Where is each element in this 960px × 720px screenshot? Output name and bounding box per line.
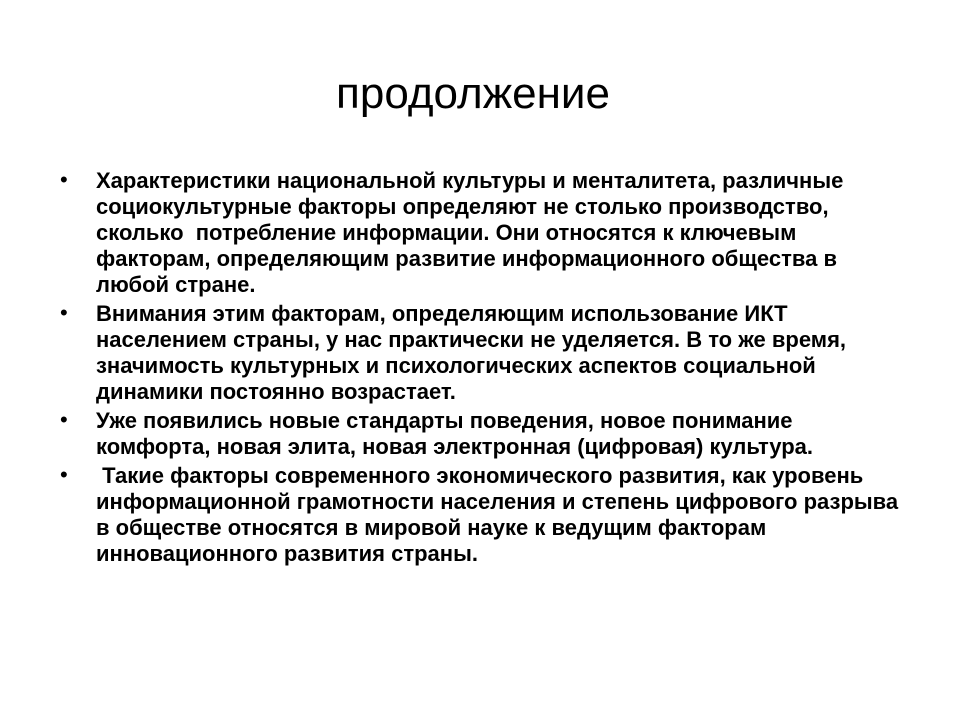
bullet-text: Характеристики национальной культуры и менталитета, различные социокультурные факторы определяют не столько производство, сколько потребление информации. Они относятся к ключевым факторам, определяющим развитие информационного общества в любой стране. — [96, 168, 850, 297]
bullet-icon: • — [60, 167, 68, 192]
bullet-item — [60, 301, 900, 405]
bullet-text: Уже появились новые стандарты поведения, новое понимание комфорта, новая элита, новая электронная (цифровая) культура. — [96, 408, 814, 459]
bullet-text: Такие факторы современного экономического развития, как уровень информационной грамотности населения и степень цифрового разрыва в обществе относятся в мировой науке к ведущим факторам инновационного развития страны. — [96, 463, 905, 566]
bullet-item — [60, 168, 900, 298]
bullet-icon: • — [60, 407, 68, 432]
bullet-icon: • — [60, 462, 68, 487]
bullet-list — [60, 167, 905, 570]
bullet-item — [60, 462, 905, 567]
bullet-item — [60, 408, 900, 460]
slide-title: продолжение — [336, 69, 610, 118]
bullet-text: Внимания этим факторам, определяющим использование ИКТ населением страны, у нас практически не уделяется. В то же время, значимость культурных и психологических аспектов социальной динамики постоянно возрастает. — [96, 301, 853, 404]
bullet-icon: • — [60, 300, 68, 325]
